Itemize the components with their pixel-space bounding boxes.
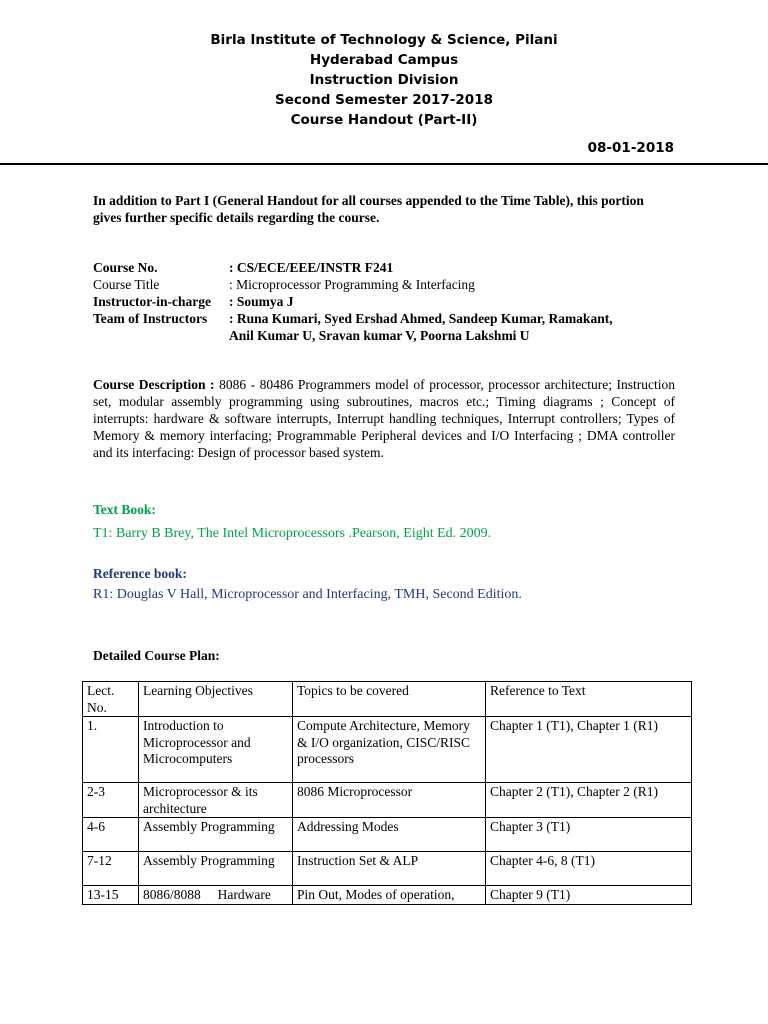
team-label: Team of Instructors <box>93 311 208 326</box>
table-cell: Microprocessor & its architecture <box>139 783 293 818</box>
description-label: Course Description : <box>93 377 215 392</box>
table-cell: Assembly Programming <box>139 852 293 886</box>
course-title-row <box>93 276 693 293</box>
table-cell: Chapter 9 (T1) <box>486 886 692 905</box>
course-info <box>93 259 693 344</box>
table-cell: 8086/8088 Hardware <box>139 886 293 905</box>
team-value-line2: Anil Kumar U, Sravan kumar V, Poorna Lakshmi U <box>229 328 530 343</box>
table-cell: Chapter 3 (T1) <box>486 818 692 852</box>
course-plan-heading: Detailed Course Plan: <box>93 648 220 663</box>
handout-date: 08-01-2018 <box>587 140 674 156</box>
course-plan-table <box>82 681 692 905</box>
instructor-value: : Soumya J <box>229 294 294 309</box>
table-cell: 4-6 <box>83 818 139 852</box>
course-no-label: Course No. <box>93 260 158 275</box>
table-row <box>83 717 692 783</box>
campus-name: Hyderabad Campus <box>309 52 459 68</box>
table-row <box>83 886 692 905</box>
table-cell: Pin Out, Modes of operation, <box>293 886 486 905</box>
intro-paragraph: In addition to Part I (General Handout for all courses appended to the Time Table), this portion gives further specific details regarding the course. <box>93 193 644 225</box>
table-row <box>83 852 692 886</box>
course-no-value: : CS/ECE/EEE/INSTR F241 <box>229 260 394 275</box>
instructor-label: Instructor-in-charge <box>93 294 211 309</box>
header-divider <box>0 163 768 165</box>
description-text: 8086 - 80486 Programmers model of processor, processor architecture; Instruction set, modular assembly programming using subroutines, macros etc.; Timing diagrams ; Concept of interrupts: hardware & software interrupts, Interrupt handling techniques, Interrupt controllers; Types of Memory & memory interfacing; Programmable Peripheral devices and I/O Interfacing ; DMA controller and its interfacing: Design of processor based system. <box>93 377 676 460</box>
course-title-label: Course Title <box>93 277 160 292</box>
course-title-value: : Microprocessor Programming & Interfacing <box>229 277 475 292</box>
table-cell: 13-15 <box>83 886 139 905</box>
table-cell: Instruction Set & ALP <box>293 852 486 886</box>
column-header: Topics to be covered <box>293 682 486 717</box>
table-row <box>83 783 692 818</box>
table-cell: Chapter 2 (T1), Chapter 2 (R1) <box>486 783 692 818</box>
table-cell: Assembly Programming <box>139 818 293 852</box>
table-cell: Compute Architecture, Memory & I/O organization, CISC/RISC processors <box>293 717 486 783</box>
course-no-row <box>93 259 693 276</box>
table-cell: 2-3 <box>83 783 139 818</box>
column-header: Lect. No. <box>83 682 139 717</box>
text-book-entry: T1: Barry B Brey, The Intel Microprocessors .Pearson, Eight Ed. 2009. <box>93 526 492 541</box>
institution-header <box>0 30 768 130</box>
institute-name: Birla Institute of Technology & Science, Pilani <box>210 32 558 48</box>
semester-label: Second Semester 2017-2018 <box>275 92 493 108</box>
column-header: Learning Objectives <box>139 682 293 717</box>
table-cell: Introduction to Microprocessor and Microcomputers <box>139 717 293 783</box>
column-header: Reference to Text <box>486 682 692 717</box>
instructor-row <box>93 293 693 310</box>
course-description <box>93 376 675 461</box>
team-value-line1: : Runa Kumari, Syed Ershad Ahmed, Sandeep Kumar, Ramakant, <box>229 311 613 326</box>
reference-book-heading: Reference book: <box>93 566 187 581</box>
reference-book-entry: R1: Douglas V Hall, Microprocessor and Interfacing, TMH, Second Edition. <box>93 587 522 602</box>
table-cell: 7-12 <box>83 852 139 886</box>
table-cell: 1. <box>83 717 139 783</box>
table-cell: Addressing Modes <box>293 818 486 852</box>
table-cell: 8086 Microprocessor <box>293 783 486 818</box>
team-value <box>229 310 693 344</box>
handout-title: Course Handout (Part-II) <box>290 112 478 128</box>
table-header-row <box>83 682 692 717</box>
table-cell: Chapter 1 (T1), Chapter 1 (R1) <box>486 717 692 783</box>
division-name: Instruction Division <box>309 72 459 88</box>
table-cell: Chapter 4-6, 8 (T1) <box>486 852 692 886</box>
team-row <box>93 310 693 344</box>
text-book-heading: Text Book: <box>93 502 156 517</box>
table-row <box>83 818 692 852</box>
